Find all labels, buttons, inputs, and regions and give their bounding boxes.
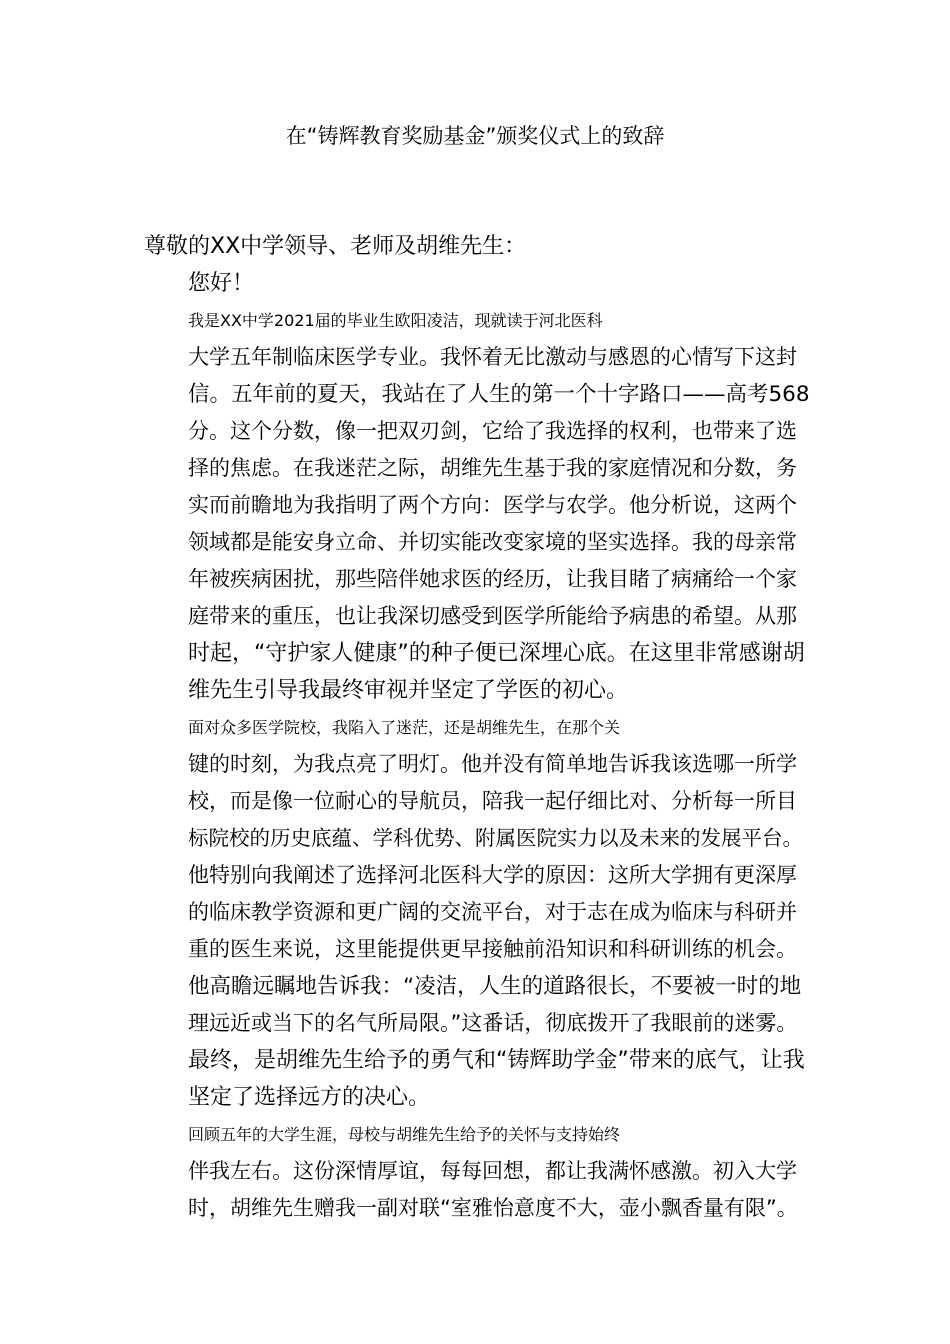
paragraph-line: 校，而是像一位耐心的导航员，陪我一起仔细比对、分析每一所目 bbox=[188, 789, 797, 813]
paragraph-line: 他特别向我阐述了选择河北医科大学的原因：这所大学拥有更深厚 bbox=[188, 863, 797, 887]
paragraph-line: 大学五年制临床医学专业。我怀着无比激动与感恩的心情写下这封 bbox=[188, 345, 797, 369]
paragraph-line: 分。这个分数，像一把双刃剑，它给了我选择的权利，也带来了选 bbox=[188, 419, 797, 443]
body-paragraph bbox=[144, 1116, 810, 1227]
paragraph-line: 最终，是胡维先生给予的勇气和“铸辉助学金”带来的底气，让我 bbox=[188, 1048, 805, 1073]
paragraph-line: 庭带来的重压，也让我深切感受到医学所能给予病患的希望。从那 bbox=[188, 604, 797, 628]
body-paragraph bbox=[144, 709, 810, 1116]
document-body bbox=[144, 228, 810, 1227]
paragraph-line: 坚定了选择远方的决心。 bbox=[188, 1085, 431, 1110]
greeting: 您好！ bbox=[188, 271, 255, 296]
paragraph-line: 伴我左右。这份深情厚谊，每每回想，都让我满怀感激。初入大学 bbox=[188, 1159, 797, 1183]
paragraph-line: 年被疾病困扰，那些陪伴她求医的经历，让我目睹了病痛给一个家 bbox=[188, 567, 797, 591]
body-paragraph bbox=[144, 302, 810, 709]
document-title: 在“铸辉教育奖励基金”颁奖仪式上的致辞 bbox=[285, 124, 665, 148]
paragraph-line: 时，胡维先生赠我一副对联“室雅怡意度不大，壶小飘香量有限”。 bbox=[188, 1196, 798, 1220]
paragraph-line: 的临床教学资源和更广阔的交流平台，对于志在成为临床与科研并 bbox=[188, 900, 797, 924]
paragraph-line: 择的焦虑。在我迷茫之际，胡维先生基于我的家庭情况和分数，务 bbox=[188, 456, 797, 480]
paragraph-line: 理远近或当下的名气所局限。”这番话，彻底拨开了我眼前的迷雾。 bbox=[188, 1011, 798, 1035]
paragraph-line: 维先生引导我最终审视并坚定了学医的初心。 bbox=[188, 678, 629, 703]
paragraph-line: 标院校的历史底蕴、学科优势、附属医院实力以及未来的发展平台。 bbox=[188, 826, 803, 850]
paragraph-line: 领域都是能安身立命、并切实能改变家境的坚实选择。我的母亲常 bbox=[188, 530, 797, 554]
paragraph-line: 面对众多医学院校，我陷入了迷茫，还是胡维先生，在那个关 bbox=[188, 718, 621, 737]
paragraph-line: 实而前瞻地为我指明了两个方向：医学与农学。他分析说，这两个 bbox=[188, 493, 797, 517]
paragraph-line: 我是XX中学2021届的毕业生欧阳凌洁，现就读于河北医科 bbox=[188, 311, 603, 330]
paragraph-line: 时起，“守护家人健康”的种子便已深埋心底。在这里非常感谢胡 bbox=[188, 641, 805, 666]
paragraph-line: 键的时刻，为我点亮了明灯。他并没有简单地告诉我该选哪一所学 bbox=[188, 752, 797, 776]
paragraph-line: 信。五年前的夏天，我站在了人生的第一个十字路口——高考568 bbox=[188, 382, 810, 407]
paragraph-line: 回顾五年的大学生涯，母校与胡维先生给予的关怀与支持始终 bbox=[188, 1125, 621, 1144]
salutation: 尊敬的XX中学领导、老师及胡维先生： bbox=[144, 234, 527, 259]
paragraph-line: 重的医生来说，这里能提供更早接触前沿知识和科研训练的机会。 bbox=[188, 937, 797, 961]
paragraph-line: 他高瞻远瞩地告诉我：“凌洁，人生的道路很长，不要被一时的地 bbox=[188, 974, 802, 999]
